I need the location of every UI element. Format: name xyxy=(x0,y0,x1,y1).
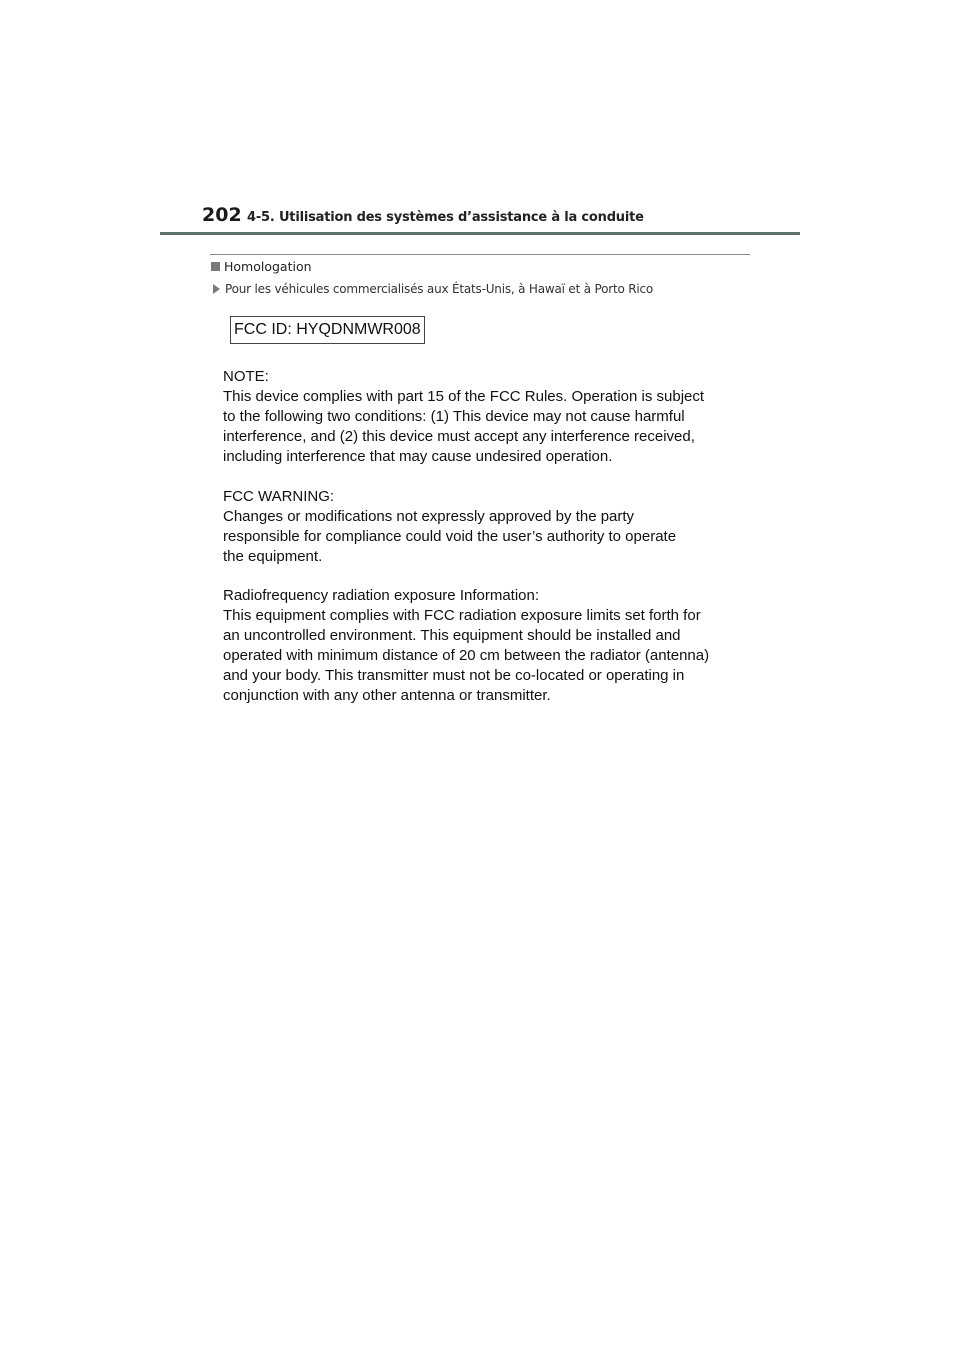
page-number: 202 xyxy=(202,204,242,226)
section-title: 4-5. Utilisation des systèmes d’assistance à la conduite xyxy=(247,210,644,225)
warning-line: the equipment. xyxy=(223,548,323,565)
bullet-item xyxy=(213,282,653,296)
triangle-right-icon xyxy=(213,284,220,294)
radiation-line: operated with minimum distance of 20 cm between the radiator (antenna) xyxy=(223,647,710,664)
note-section xyxy=(223,367,763,467)
radiation-line: This equipment complies with FCC radiation exposure limits set forth for xyxy=(223,607,701,624)
radiation-line: and your body. This transmitter must not be co-located or operating in xyxy=(223,667,685,684)
note-heading: NOTE: xyxy=(223,368,269,385)
warning-section xyxy=(223,487,763,567)
note-line: interference, and (2) this device must accept any interference received, xyxy=(223,428,695,445)
warning-heading: FCC WARNING: xyxy=(223,488,335,505)
filled-square-icon xyxy=(211,262,220,271)
note-line: including interference that may cause undesired operation. xyxy=(223,448,613,465)
header-divider xyxy=(160,232,800,235)
note-line: to the following two conditions: (1) This device may not cause harmful xyxy=(223,408,685,425)
subheading-divider xyxy=(210,254,750,255)
warning-line: Changes or modifications not expressly approved by the party xyxy=(223,508,635,525)
fcc-id-label: FCC ID: HYQDNMWR008 xyxy=(230,316,425,344)
note-line: This device complies with part 15 of the FCC Rules. Operation is subject xyxy=(223,388,705,405)
warning-line: responsible for compliance could void the user’s authority to operate xyxy=(223,528,677,545)
subheading-label: Homologation xyxy=(224,259,312,274)
radiation-heading: Radiofrequency radiation exposure Information: xyxy=(223,587,540,604)
radiation-line: conjunction with any other antenna or transmitter. xyxy=(223,687,551,704)
page-header xyxy=(160,200,800,236)
subheading xyxy=(211,259,312,274)
bullet-text: Pour les véhicules commercialisés aux États-Unis, à Hawaï et à Porto Rico xyxy=(225,282,654,296)
radiation-line: an uncontrolled environment. This equipment should be installed and xyxy=(223,627,681,644)
radiation-section xyxy=(223,586,763,706)
